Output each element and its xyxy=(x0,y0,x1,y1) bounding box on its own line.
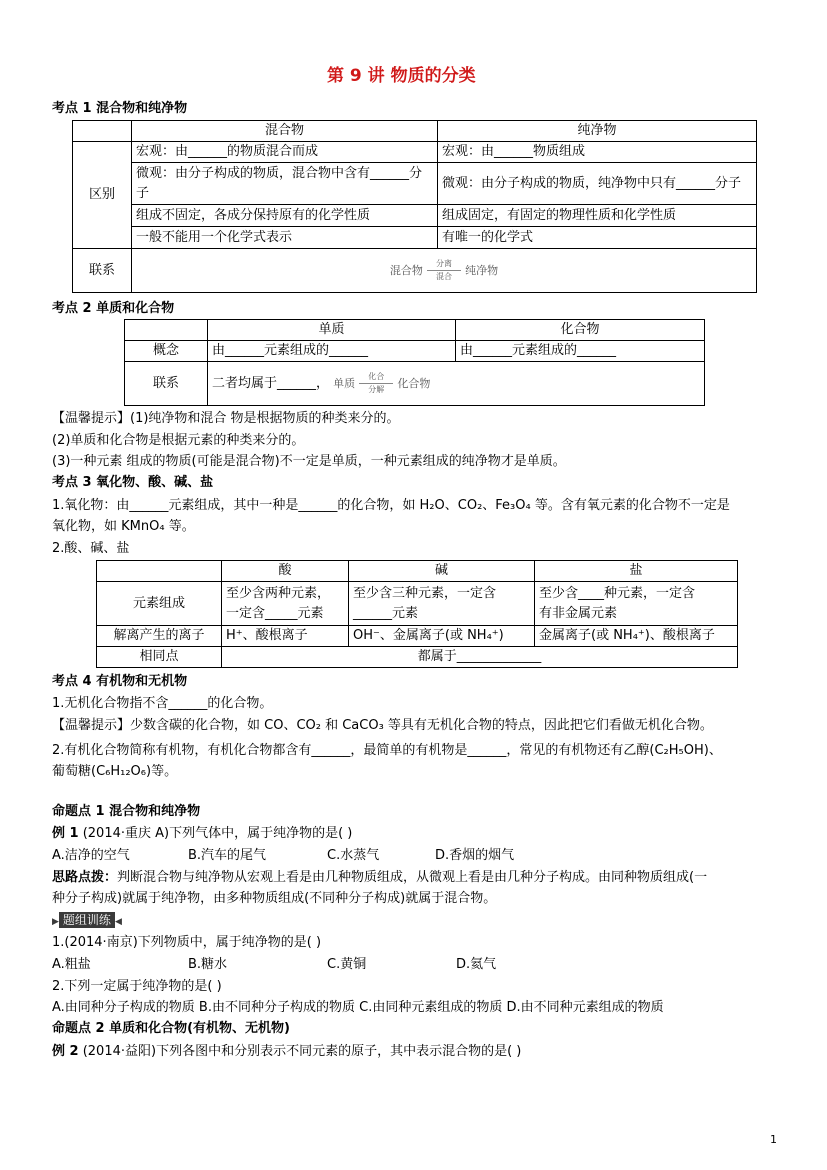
arrow-top-label: 化合 xyxy=(368,372,385,381)
page-number: 1 xyxy=(770,1133,777,1146)
section-heading-k3: 考点 3 氧化物、酸、碱、盐 xyxy=(52,475,214,490)
arrow-line xyxy=(427,270,461,271)
link-diagram xyxy=(132,249,757,293)
table-cell: 宏观：由______物质组成 xyxy=(438,142,757,163)
link-right: 化合物 xyxy=(397,377,431,390)
example-label: 例 1 xyxy=(52,826,79,841)
section-heading-m2: 命题点 2 单质和化合物(有机物、无机物) xyxy=(52,1021,290,1036)
header-compound: 化合物 xyxy=(456,320,705,341)
tip-line: (3)一种元素 组成的物质(可能是混合物)不一定是单质，一种元素组成的纯净物才是单质。 xyxy=(52,454,566,469)
training-label xyxy=(52,911,122,932)
link-left: 混合物 xyxy=(389,264,423,277)
example-text: (2014·益阳)下列各图中和分别表示不同元素的原子，其中表示混合物的是( ) xyxy=(78,1044,522,1059)
text-line: 氧化物，如 KMnO₄ 等。 xyxy=(52,519,195,534)
section-heading-m1: 命题点 1 混合物和纯净物 xyxy=(52,804,201,819)
example-2 xyxy=(52,1042,521,1062)
cell-line: 至少含两种元素， xyxy=(226,585,331,601)
table-cell: 一般不能用一个化学式表示 xyxy=(132,227,438,249)
arrow-top-label: 分离 xyxy=(436,259,452,268)
table-cell: 微观：由分子构成的物质，纯净物中只有______分子 xyxy=(438,163,757,205)
table-cell: 微观：由分子构成的物质，混合物中含有______分子 xyxy=(132,163,438,205)
tip-line: (2)单质和化合物是根据元素的种类来分的。 xyxy=(52,433,305,448)
link-cell xyxy=(208,362,705,406)
header-mixture: 混合物 xyxy=(132,121,438,142)
table-cell xyxy=(349,582,535,626)
table-cell: 宏观：由______的物质混合而成 xyxy=(132,142,438,163)
example-1 xyxy=(52,824,352,844)
header-simple: 单质 xyxy=(208,320,456,341)
table-cell: 由______元素组成的______ xyxy=(456,341,705,362)
table-cell: 组成不固定，各成分保持原有的化学性质 xyxy=(132,205,438,227)
header-pure: 纯净物 xyxy=(438,121,757,142)
table-cell: OH⁻、金属离子(或 NH₄⁺) xyxy=(349,626,535,647)
table-cell: 都属于_____________ xyxy=(222,647,738,668)
table-cell: 组成固定，有固定的物理性质和化学性质 xyxy=(438,205,757,227)
arrow-bottom-label: 混合 xyxy=(436,272,452,281)
text-line: 2.有机化合物简称有机物，有机化合物都含有______，最简单的有机物是______，常见的有机物还有乙醇(C₂H₅OH)、 xyxy=(52,743,722,758)
mixture-pure-table xyxy=(72,120,757,293)
arrow-line xyxy=(359,383,393,384)
cell-line: 一定含_____元素 xyxy=(226,605,324,621)
link-arrow xyxy=(427,259,461,282)
row-label-ions: 解离产生的离子 xyxy=(97,626,222,647)
row-label-link: 联系 xyxy=(73,249,132,293)
option: B.糖水 xyxy=(188,957,228,972)
question: 2.下列一定属于纯净物的是( ) xyxy=(52,979,222,994)
link-text: 二者均属于______， xyxy=(212,376,330,391)
link-right: 纯净物 xyxy=(465,264,499,277)
option: C.水蒸气 xyxy=(327,848,380,863)
row-label-same: 相同点 xyxy=(97,647,222,668)
option: B.汽车的尾气 xyxy=(188,848,267,863)
tip-line: 【温馨提示】(1)纯净物和混合 物是根据物质的种类来分的。 xyxy=(52,411,400,426)
training-tag: 题组训练 xyxy=(59,912,115,928)
row-label-concept: 概念 xyxy=(125,341,208,362)
element-compound-table xyxy=(124,319,705,406)
question: 1.(2014·南京)下列物质中，属于纯净物的是( ) xyxy=(52,935,322,950)
table-cell: 有唯一的化学式 xyxy=(438,227,757,249)
table-cell: H⁺、酸根离子 xyxy=(222,626,349,647)
option: A.洁净的空气 xyxy=(52,848,130,863)
triangle-left-icon: ◀ xyxy=(114,917,122,927)
options-line: A.由同种分子构成的物质 B.由不同种分子构成的物质 C.由同种元素组成的物质 D.由不同种元素组成的物质 xyxy=(52,1000,664,1015)
hint-line: 种分子构成)就属于纯净物，由多种物质组成(不同种分子构成)就属于混合物。 xyxy=(52,891,497,906)
table-cell: 金属离子(或 NH₄⁺)、酸根离子 xyxy=(535,626,738,647)
link-arrow xyxy=(359,372,393,395)
cell-line: 至少含____种元素，一定含 xyxy=(539,585,696,601)
acid-base-salt-table xyxy=(96,560,738,668)
option: D.氦气 xyxy=(456,957,497,972)
cell-line: ______元素 xyxy=(353,605,419,621)
arrow-bottom-label: 分解 xyxy=(368,385,385,394)
header-base: 碱 xyxy=(349,561,535,582)
row-label-difference: 区别 xyxy=(73,142,132,249)
text-line: 1.无机化合物指不含______的化合物。 xyxy=(52,696,273,711)
example-label: 例 2 xyxy=(52,1044,79,1059)
row-label-elements: 元素组成 xyxy=(97,582,222,626)
table-cell xyxy=(222,582,349,626)
header-salt: 盐 xyxy=(535,561,738,582)
link-left: 单质 xyxy=(333,377,356,390)
section-heading-k1: 考点 1 混合物和纯净物 xyxy=(52,101,188,116)
section-heading-k4: 考点 4 有机物和无机物 xyxy=(52,674,188,689)
text-line: 2.酸、碱、盐 xyxy=(52,541,130,556)
hint-label: 思路点拨： xyxy=(52,870,118,885)
example-text: (2014·重庆 A)下列气体中，属于纯净物的是( ) xyxy=(78,826,353,841)
hint-line xyxy=(52,868,707,888)
table-cell: 由______元素组成的______ xyxy=(208,341,456,362)
cell-line: 有非金属元素 xyxy=(539,605,618,621)
option: D.香烟的烟气 xyxy=(435,848,515,863)
text-line: 【温馨提示】少数含碳的化合物，如 CO、CO₂ 和 CaCO₃ 等具有无机化合物的特点，因此把它们看做无机化合物。 xyxy=(52,718,713,733)
option: C.黄铜 xyxy=(327,957,367,972)
page-title: 第 9 讲 物质的分类 xyxy=(327,66,476,86)
cell-line: 至少含三种元素，一定含 xyxy=(353,585,497,601)
row-label-link: 联系 xyxy=(125,362,208,406)
text-line: 葡萄糖(C₆H₁₂O₆)等。 xyxy=(52,764,178,779)
triangle-right-icon: ▶ xyxy=(52,917,59,927)
section-heading-k2: 考点 2 单质和化合物 xyxy=(52,301,175,316)
table-cell xyxy=(535,582,738,626)
text-line: 1.氧化物：由______元素组成，其中一种是______的化合物，如 H₂O、CO₂、Fe₃O₄ 等。含有氧元素的化合物不一定是 xyxy=(52,498,730,513)
hint-text: 判断混合物与纯净物从宏观上看是由几种物质组成，从微观上看是由几种分子构成。由同种物质组成(一 xyxy=(117,870,708,885)
header-acid: 酸 xyxy=(222,561,349,582)
option: A.粗盐 xyxy=(52,957,91,972)
